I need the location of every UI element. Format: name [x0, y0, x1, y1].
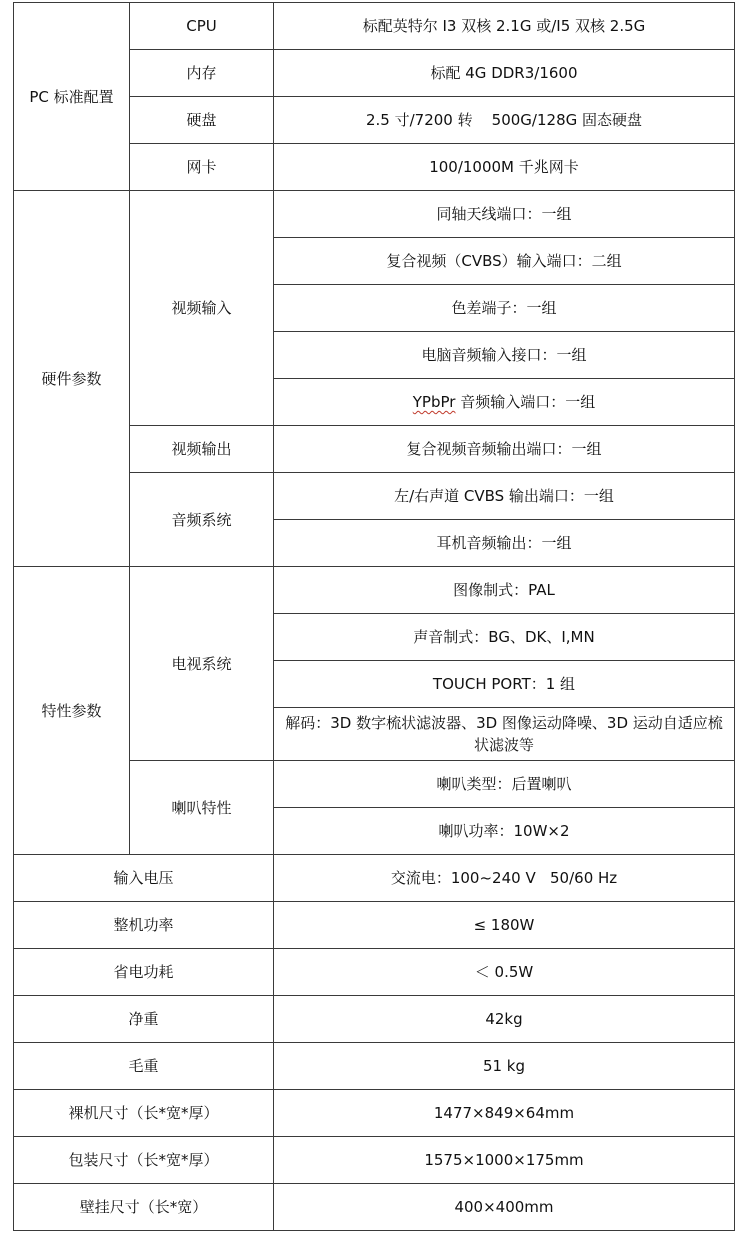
spec-name-input-voltage: 输入电压: [14, 855, 274, 902]
table-row: [14, 949, 735, 996]
ypbpr-term: YPbPr: [412, 393, 456, 411]
hardware-label: 硬件参数: [14, 191, 130, 567]
table-row: [14, 1043, 735, 1090]
video-input-value: 复合视频（CVBS）输入端口：二组: [274, 238, 735, 285]
spec-value-standby-power: ＜ 0.5W: [274, 949, 735, 996]
speaker-value: 喇叭类型：后置喇叭: [274, 761, 735, 808]
tv-system-value: TOUCH PORT：1 组: [274, 661, 735, 708]
spec-value-wall-mount-size: 400×400mm: [274, 1184, 735, 1231]
spec-name-bare-size: 裸机尺寸（长*宽*厚）: [14, 1090, 274, 1137]
speaker-value: 喇叭功率：10W×2: [274, 808, 735, 855]
speaker-label: 喇叭特性: [130, 761, 274, 855]
table-row: [14, 1137, 735, 1184]
table-row: [14, 191, 735, 238]
table-row: [14, 1184, 735, 1231]
spec-value-power: ≤ 180W: [274, 902, 735, 949]
spec-name-wall-mount-size: 壁挂尺寸（长*宽）: [14, 1184, 274, 1231]
spec-value-bare-size: 1477×849×64mm: [274, 1090, 735, 1137]
video-input-value-ypbpr: [274, 379, 735, 426]
video-output-value: 复合视频音频输出端口：一组: [274, 426, 735, 473]
spec-value-memory: 标配 4G DDR3/1600: [274, 50, 735, 97]
video-output-label: 视频输出: [130, 426, 274, 473]
spec-name-standby-power: 省电功耗: [14, 949, 274, 996]
spec-value-disk: 2.5 寸/7200 转 500G/128G 固态硬盘: [274, 97, 735, 144]
tv-system-value: 声音制式：BG、DK、I,MN: [274, 614, 735, 661]
tv-system-value-decoding: 解码：3D 数字梳状滤波器、3D 图像运动降噪、3D 运动自适应梳状滤波等: [274, 708, 735, 761]
video-input-value: 色差端子：一组: [274, 285, 735, 332]
table-row: [14, 855, 735, 902]
spec-name-net-weight: 净重: [14, 996, 274, 1043]
spec-value-input-voltage: 交流电：100~240 V 50/60 Hz: [274, 855, 735, 902]
audio-system-value: 耳机音频输出：一组: [274, 520, 735, 567]
features-label: 特性参数: [14, 567, 130, 855]
tv-system-value: 图像制式：PAL: [274, 567, 735, 614]
spec-name-cpu: CPU: [130, 3, 274, 50]
tv-system-label: 电视系统: [130, 567, 274, 761]
spec-name-package-size: 包装尺寸（长*宽*厚）: [14, 1137, 274, 1184]
spec-value-nic: 100/1000M 千兆网卡: [274, 144, 735, 191]
video-input-value: 同轴天线端口：一组: [274, 191, 735, 238]
audio-system-label: 音频系统: [130, 473, 274, 567]
spec-name-disk: 硬盘: [130, 97, 274, 144]
spec-name-memory: 内存: [130, 50, 274, 97]
spec-value-gross-weight: 51 kg: [274, 1043, 735, 1090]
pc-config-label: PC 标准配置: [14, 3, 130, 191]
spec-name-nic: 网卡: [130, 144, 274, 191]
table-row: [14, 902, 735, 949]
ypbpr-rest: 音频输入端口：一组: [455, 393, 596, 411]
spec-name-power: 整机功率: [14, 902, 274, 949]
spec-table: [13, 2, 735, 1231]
video-input-label: 视频输入: [130, 191, 274, 426]
audio-system-value: 左/右声道 CVBS 输出端口：一组: [274, 473, 735, 520]
video-input-value: 电脑音频输入接口：一组: [274, 332, 735, 379]
spec-name-gross-weight: 毛重: [14, 1043, 274, 1090]
table-row: [14, 567, 735, 614]
spec-value-package-size: 1575×1000×175mm: [274, 1137, 735, 1184]
spec-value-cpu: 标配英特尔 I3 双核 2.1G 或/I5 双核 2.5G: [274, 3, 735, 50]
spec-value-net-weight: 42kg: [274, 996, 735, 1043]
table-row: [14, 996, 735, 1043]
table-row: [14, 3, 735, 50]
table-row: [14, 1090, 735, 1137]
